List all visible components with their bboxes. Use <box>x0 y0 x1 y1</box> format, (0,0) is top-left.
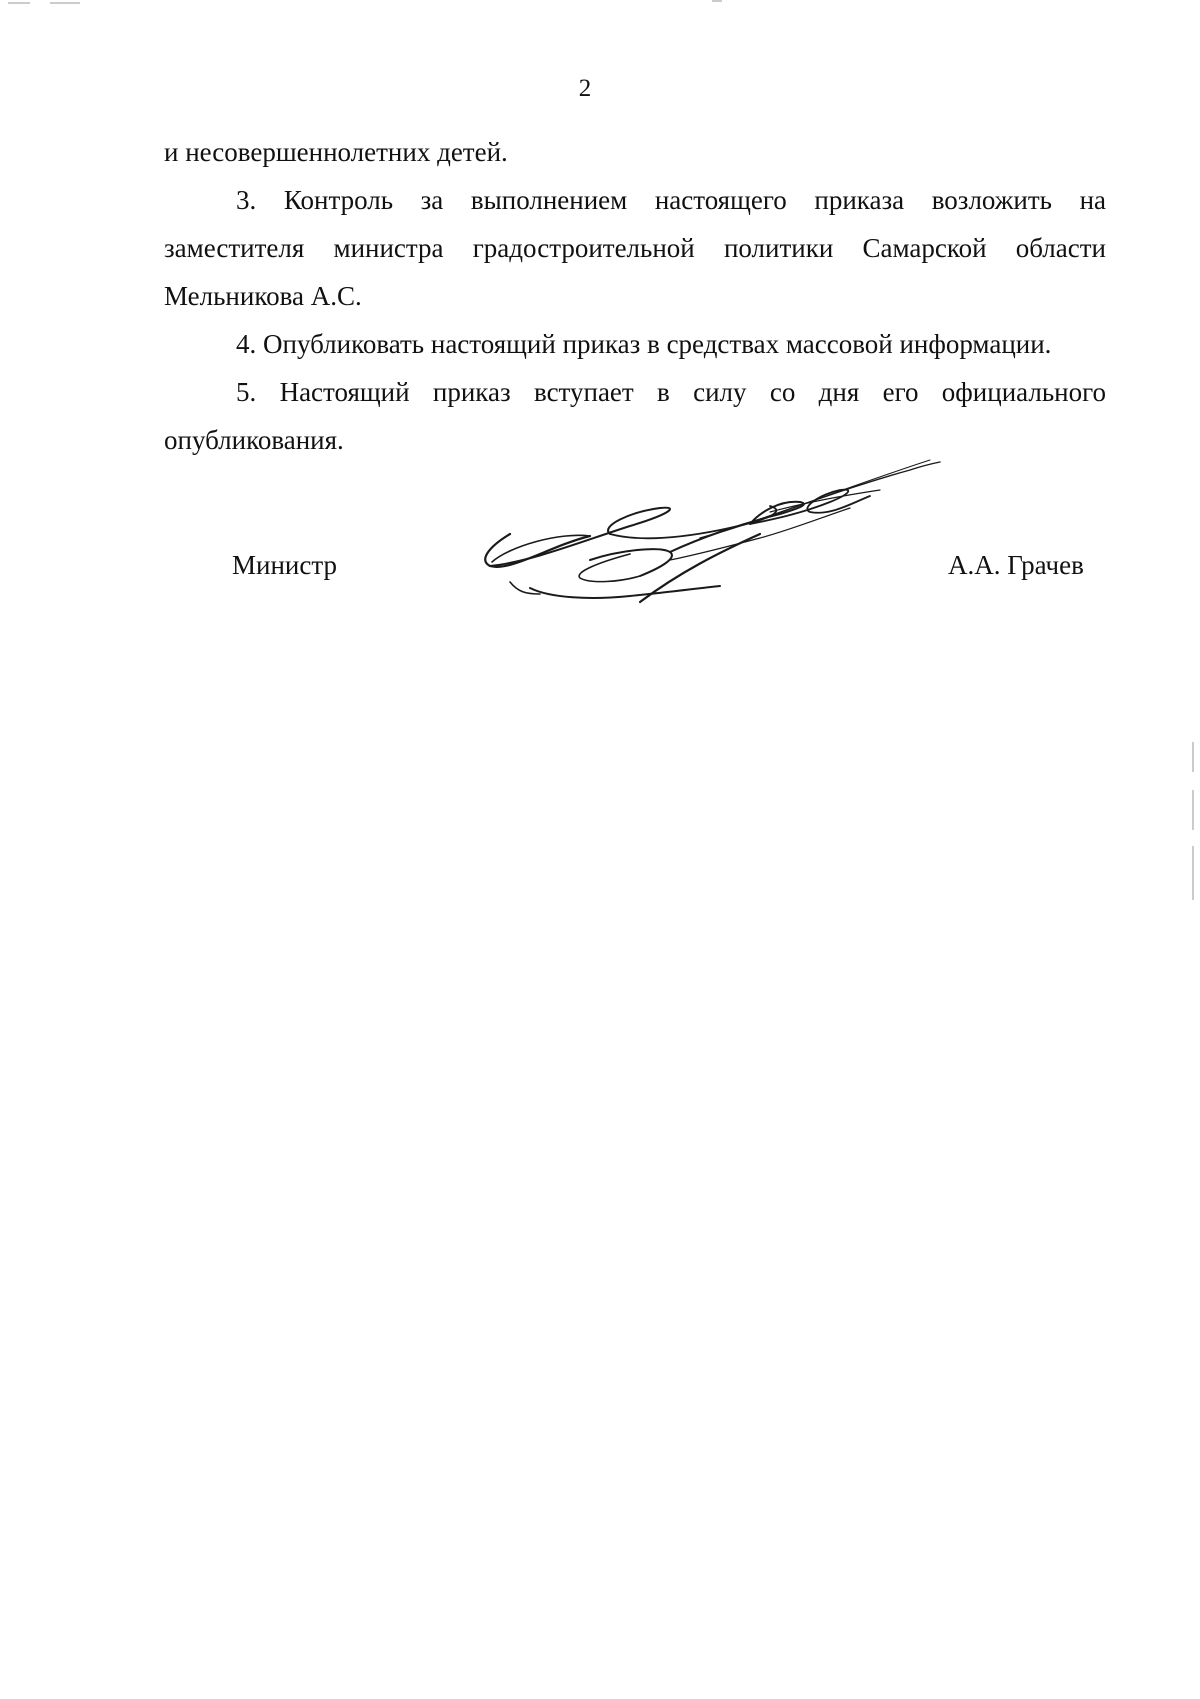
page-number: 2 <box>578 75 592 102</box>
signatory-name: А.А. Грачев <box>948 550 1084 580</box>
handwritten-signature <box>470 442 960 622</box>
paragraph-continuation: и несовершеннолетних детей. <box>164 137 508 167</box>
paragraph-item-3: 3. Контроль за выполнением настоящего приказа возложить на заместителя министра градостроительной политики Самарской области Мельникова А.С. <box>164 185 1106 311</box>
paragraph-item-4: 4. Опубликовать настоящий приказ в средствах массовой информации. <box>236 329 1052 359</box>
signatory-position: Министр <box>232 550 337 580</box>
document-body <box>164 128 1106 464</box>
paragraph-item-5: 5. Настоящий приказ вступает в силу со дня его официального опубликования. <box>164 377 1106 455</box>
signature-block <box>0 430 1200 630</box>
